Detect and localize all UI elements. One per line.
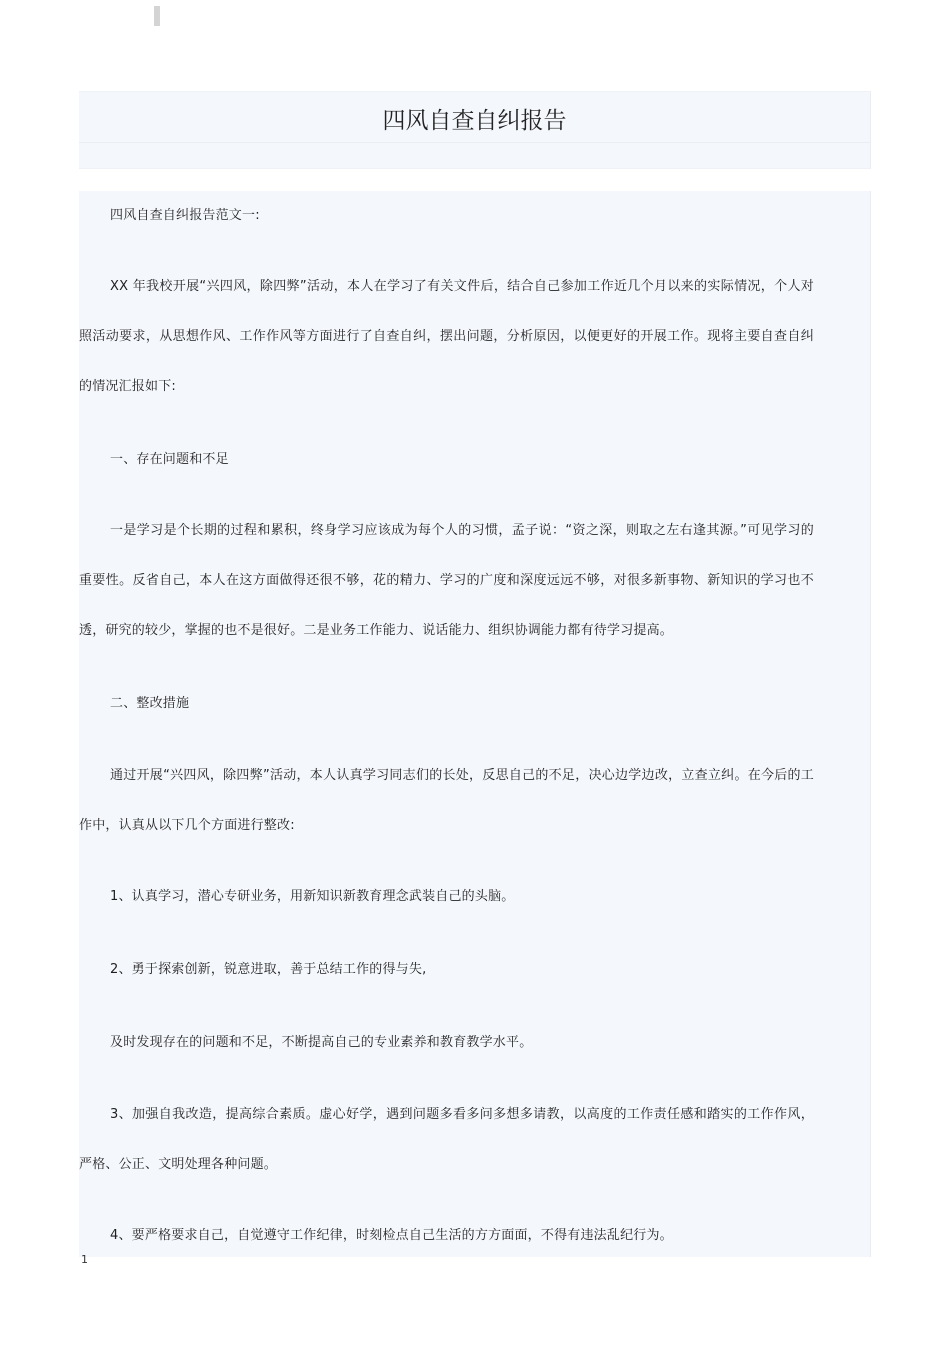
list-item-2: 2、勇于探索创新，锐意进取，善于总结工作的得与失, [110,962,427,977]
list-item-2-continued: 及时发现存在的问题和不足，不断提高自己的专业素养和教育教学水平。 [110,1035,533,1050]
corner-mark [154,6,160,26]
section-heading-problems: 一、存在问题和不足 [110,452,229,467]
list-item-4: 4、要严格要求自己，自觉遵守工作纪律，时刻检点自己生活的方方面面，不得有违法乱纪行为。 [110,1228,673,1243]
page-number: 1 [81,1253,88,1266]
list-item-1: 1、认真学习，潜心专研业务，用新知识新教育理念武装自己的头脑。 [110,889,515,904]
document-title: 四风自查自纠报告 [382,108,567,134]
section-heading-measures: 二、整改措施 [110,696,190,711]
paragraph-problems: 一是学习是个长期的过程和累积，终身学习应该成为每个人的习惯，孟子说：“资之深，则取之左右逢其源。”可见学习的重要性。反省自己，本人在这方面做得还很不够，花的精力、学习的广度和深度远远不够，对很多新事物、新知识的学习也不透，研究的较少，掌握的也不是很好。二是业务工作能力、说话能力、组织协调能力都有待学习提高。 [79,523,814,638]
paragraph-background: XX 年我校开展“兴四风，除四弊”活动，本人在学习了有关文件后，结合自己参加工作近几个月以来的实际情况，个人对照活动要求，从思想作风、工作作风等方面进行了自查自纠，摆出问题，分析原因，以便更好的开展工作。现将主要自查自纠的情况汇报如下: [79,279,814,394]
list-item-3: 3、加强自我改造，提高综合素质。虚心好学，遇到问题多看多问多想多请教，以高度的工作责任感和踏实的工作作风，严格、公正、文明处理各种问题。 [79,1107,814,1172]
title-banner [79,91,871,169]
paragraph-intro: 四风自查自纠报告范文一: [110,208,260,223]
paragraph-measures-intro: 通过开展“兴四风，除四弊”活动，本人认真学习同志们的长处，反思自己的不足，决心边学边改，立查立纠。在今后的工作中，认真从以下几个方面进行整改: [79,768,814,833]
document-body [79,191,871,1257]
title-divider [79,142,870,143]
